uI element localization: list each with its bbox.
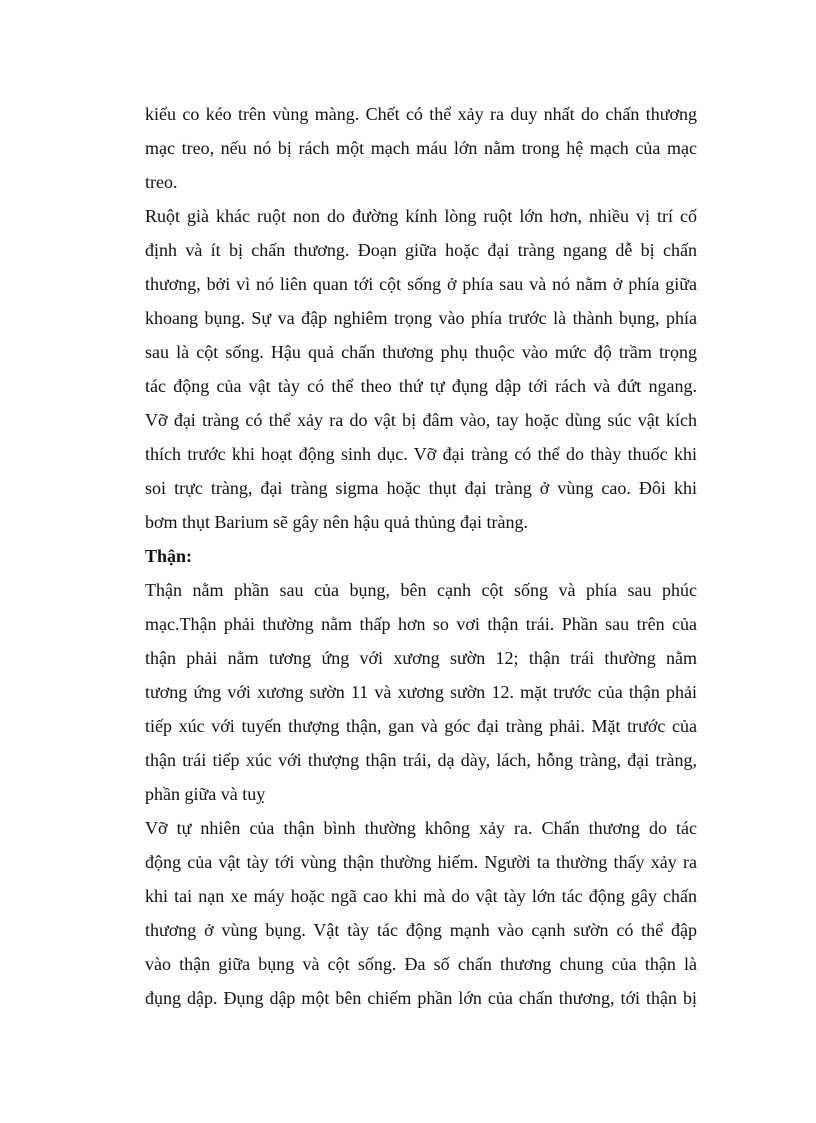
text-line: thương, bởi vì nó liên quan tới cột sống ở phía sau và nó nằm ở phía giữa bbox=[145, 274, 697, 294]
text-line: Vỡ đại tràng có thể xảy ra do vật bị đâm vào, tay hoặc dùng súc vật kích bbox=[145, 410, 697, 430]
text-line: mạc treo, nếu nó bị rách một mạch máu lớn nằm trong hệ mạch của mạc bbox=[145, 138, 697, 158]
text-line: kiểu co kéo trên vùng màng. Chết có thể xảy ra duy nhất do chấn thương bbox=[145, 104, 697, 124]
text-line: thích trước khi hoạt động sinh dục. Vỡ đại tràng có thể do thày thuốc khi bbox=[145, 444, 697, 464]
text-line: Thận nằm phần sau của bụng, bên cạnh cột sống và phía sau phúc bbox=[145, 580, 697, 600]
text-line: thận trái tiếp xúc với thượng thận trái, dạ dày, lách, hỗng tràng, đại tràng, bbox=[145, 750, 697, 770]
text-line: thương ở vùng bụng. Vật tày tác động mạnh vào cạnh sườn có thể đập bbox=[145, 920, 697, 940]
section-heading: Thận: bbox=[145, 546, 193, 566]
text-line: soi trực tràng, đại tràng sigma hoặc thụt đại tràng ở vùng cao. Đôi khi bbox=[145, 478, 697, 498]
text-line: vào thận giữa bụng và cột sống. Đa số chấn thương chung của thận là bbox=[145, 954, 697, 974]
text-line: định và ít bị chấn thương. Đoạn giữa hoặc đại tràng ngang dễ bị chấn bbox=[145, 240, 697, 260]
text-line: động của vật tày tới vùng thận thường hiếm. Người ta thường thấy xảy ra bbox=[145, 852, 697, 872]
text-line: tác động của vật tày có thể theo thứ tự đụng dập tới rách và đứt ngang. bbox=[145, 376, 697, 396]
text-line: sau là cột sống. Hậu quả chấn thương phụ thuộc vào mức độ trầm trọng bbox=[145, 342, 697, 362]
text-line: bơm thụt Barium sẽ gây nên hậu quả thủng đại tràng. bbox=[145, 512, 528, 532]
text-line: Ruột già khác ruột non do đường kính lòng ruột lớn hơn, nhiều vị trí cố bbox=[145, 206, 697, 226]
text-line: tiếp xúc với tuyến thượng thận, gan và góc đại tràng phải. Mặt trước của bbox=[145, 716, 697, 736]
text-line: khoang bụng. Sự va đập nghiêm trọng vào phía trước là thành bụng, phía bbox=[145, 308, 697, 328]
text-line: mạc.Thận phải thường nằm thấp hơn so vơi thận trái. Phần sau trên của bbox=[145, 614, 697, 634]
text-line: khi tai nạn xe máy hoặc ngã cao khi mà do vật tày lớn tác động gây chấn bbox=[145, 886, 697, 906]
text-line: đụng dập. Đụng dập một bên chiếm phần lớn của chấn thương, tới thận bị bbox=[145, 988, 697, 1008]
text-line: Vỡ tự nhiên của thận bình thường không xảy ra. Chấn thương do tác bbox=[145, 818, 697, 838]
text-line: tương ứng với xương sườn 11 và xương sườn 12. mặt trước của thận phải bbox=[145, 682, 697, 702]
text-line: treo. bbox=[145, 172, 178, 192]
text-line: phần giữa và tuỵ bbox=[145, 784, 266, 804]
text-line: thận phải nằm tương ứng với xương sườn 12; thận trái thường nằm bbox=[145, 648, 697, 668]
